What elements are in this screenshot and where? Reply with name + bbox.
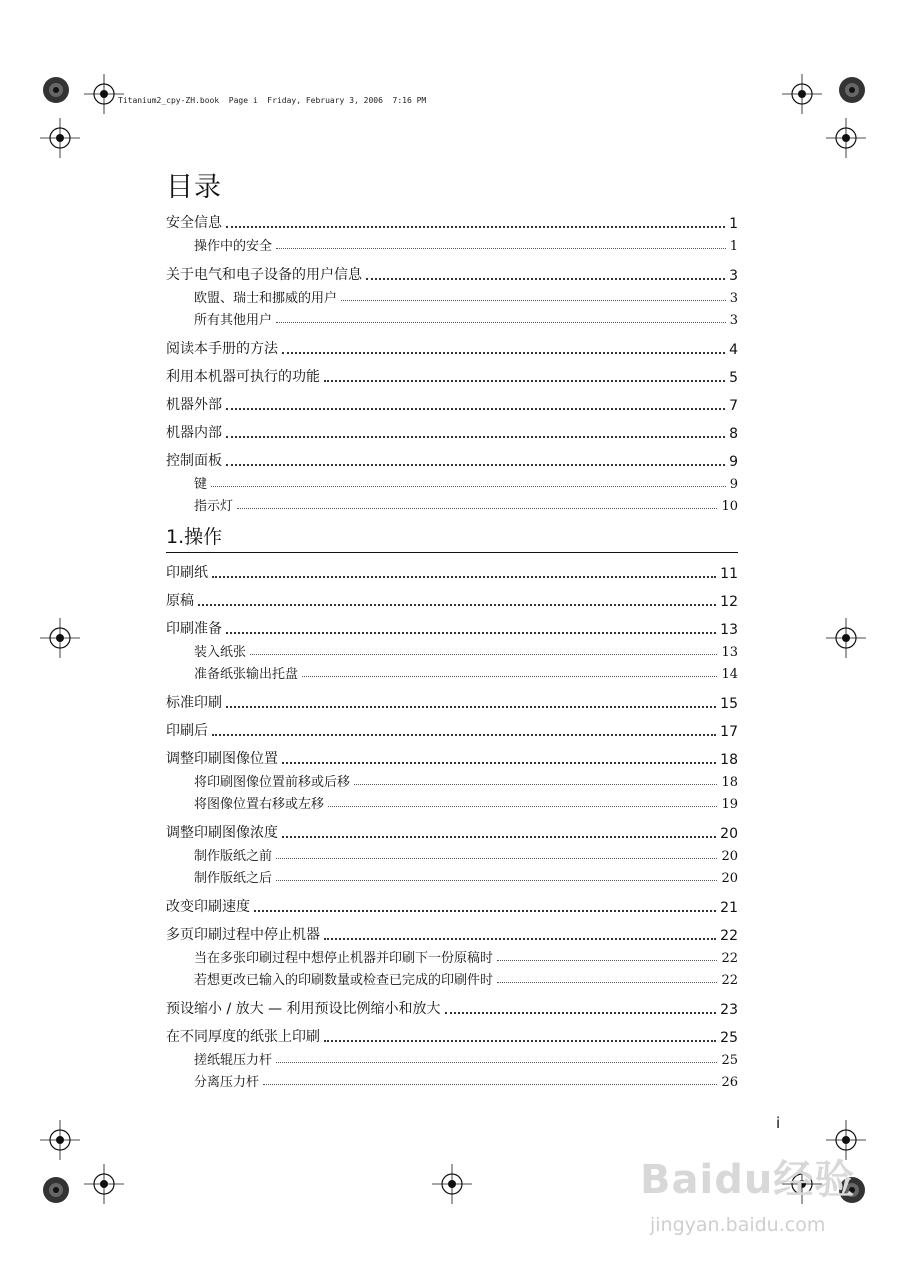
toc-entry-title: 分离压力杆 (194, 1075, 260, 1090)
dot-leader (226, 631, 716, 634)
toc-subentry[interactable] (166, 844, 738, 864)
toc-entry[interactable] (166, 336, 738, 358)
radial-target-bottom-left (42, 1176, 70, 1204)
watermark-url: jingyan.baidu.com (650, 1214, 826, 1236)
page-title: 目录 (166, 172, 222, 203)
toc-entry-title: 利用本机器可执行的功能 (166, 369, 320, 385)
dot-leader (354, 783, 717, 785)
crosshair-mark-bottom-center (432, 1164, 472, 1204)
dot-leader (276, 857, 717, 859)
toc-subentry[interactable] (166, 946, 738, 966)
dot-leader (226, 463, 725, 466)
toc-page-number: 8 (729, 426, 738, 442)
toc-entry[interactable] (166, 420, 738, 442)
toc-subentry[interactable] (166, 770, 738, 790)
toc-page-number: 21 (720, 900, 738, 916)
dot-leader (324, 379, 725, 382)
toc-entry[interactable] (166, 1024, 738, 1046)
toc-entry-title: 指示灯 (194, 499, 234, 514)
toc-entry-title: 阅读本手册的方法 (166, 341, 278, 357)
dot-leader (263, 1083, 717, 1085)
toc-entry-title: 机器外部 (166, 397, 222, 413)
chapter-heading: 1.操作 (166, 522, 738, 553)
toc-entry[interactable] (166, 746, 738, 768)
toc-page-number: 26 (721, 1075, 738, 1090)
toc-page-number: 9 (729, 454, 738, 470)
toc-page-number: 11 (720, 566, 738, 582)
toc-subentry[interactable] (166, 234, 738, 254)
dot-leader (324, 937, 716, 940)
toc-page-number: 22 (721, 973, 738, 988)
toc-page-number: 18 (721, 775, 738, 790)
toc-page-number: 15 (720, 696, 738, 712)
dot-leader (254, 909, 716, 912)
dot-leader (341, 299, 726, 301)
dot-leader (237, 507, 717, 509)
toc-entry-title: 将图像位置右移或左移 (194, 797, 325, 812)
toc-entry-title: 安全信息 (166, 215, 222, 231)
toc-page-number: 12 (720, 594, 738, 610)
crosshair-mark-left-upper (40, 118, 80, 158)
crosshair-mark-bottom-left (84, 1164, 124, 1204)
toc-entry-title: 若想更改已输入的印刷数量或检查已完成的印刷件时 (194, 973, 494, 988)
toc-entry-title: 标准印刷 (166, 695, 222, 711)
toc-entry-title: 机器内部 (166, 425, 222, 441)
radial-target-top-right (838, 76, 866, 104)
toc-entry-title: 控制面板 (166, 453, 222, 469)
dot-leader (226, 705, 716, 708)
toc-entry-title: 搓纸辊压力杆 (194, 1053, 273, 1068)
crosshair-mark-top-right (782, 74, 822, 114)
crosshair-mark-right-middle (826, 618, 866, 658)
toc-page-number: 10 (721, 499, 738, 514)
dot-leader (276, 321, 726, 323)
toc-entry[interactable] (166, 262, 738, 284)
dot-leader (250, 653, 717, 655)
toc-page-number: 1 (729, 216, 738, 232)
toc-entry-title: 印刷后 (166, 723, 208, 739)
toc-subentry[interactable] (166, 1048, 738, 1068)
toc-entry-title: 调整印刷图像位置 (166, 751, 278, 767)
toc-entry-title: 所有其他用户 (194, 313, 273, 328)
toc-subentry[interactable] (166, 472, 738, 492)
toc-entry[interactable] (166, 996, 738, 1018)
toc-subentry[interactable] (166, 640, 738, 660)
toc-entry-title: 操作中的安全 (194, 239, 273, 254)
toc-page-number: 14 (721, 667, 738, 682)
toc-page-number: 3 (729, 313, 738, 328)
toc-page-number: 25 (721, 1053, 738, 1068)
toc-entry-title: 改变印刷速度 (166, 899, 250, 915)
toc-entry-title: 欧盟、瑞士和挪威的用户 (194, 291, 338, 306)
toc-entry-title: 原稿 (166, 593, 194, 609)
toc-entry[interactable] (166, 364, 738, 386)
dot-leader (276, 247, 726, 249)
dot-leader (282, 761, 716, 764)
toc-subentry[interactable] (166, 286, 738, 306)
dot-leader (276, 1061, 717, 1063)
toc-page-number: 25 (720, 1030, 738, 1046)
toc-subentry[interactable] (166, 308, 738, 328)
toc-entry-title: 印刷纸 (166, 565, 208, 581)
toc-page-number: 20 (721, 871, 738, 886)
toc-entry[interactable] (166, 588, 738, 610)
toc-entry-title: 装入纸张 (194, 645, 247, 660)
crosshair-mark-left-middle (40, 618, 80, 658)
toc-entry-title: 在不同厚度的纸张上印刷 (166, 1029, 320, 1045)
toc-page-number: 3 (729, 291, 738, 306)
toc-entry[interactable] (166, 894, 738, 916)
radial-target-top-left (42, 76, 70, 104)
toc-entry-title: 将印刷图像位置前移或后移 (194, 775, 351, 790)
dot-leader (226, 225, 725, 228)
toc-entry[interactable] (166, 616, 738, 638)
toc-page-number: 23 (720, 1002, 738, 1018)
toc-subentry[interactable] (166, 1070, 738, 1090)
toc-entry-title: 印刷准备 (166, 621, 222, 637)
toc-entry[interactable] (166, 448, 738, 470)
toc-page-number: 22 (721, 951, 738, 966)
toc-page-number: 13 (720, 622, 738, 638)
page-number: i (776, 1114, 781, 1132)
dot-leader (212, 575, 716, 578)
toc-entry[interactable] (166, 690, 738, 712)
toc-page-number: 18 (720, 752, 738, 768)
toc-entry-title: 制作版纸之后 (194, 871, 273, 886)
toc-entry[interactable] (166, 392, 738, 414)
dot-leader (445, 1011, 717, 1014)
toc-entry[interactable] (166, 210, 738, 232)
toc-page-number: 4 (729, 342, 738, 358)
dot-leader (366, 277, 725, 280)
dot-leader (198, 603, 716, 606)
toc-entry-title: 键 (194, 477, 208, 492)
dot-leader (497, 959, 717, 961)
dot-leader (282, 351, 725, 354)
toc-entry-title: 预设缩小 / 放大 — 利用预设比例缩小和放大 (166, 1001, 441, 1017)
toc-page-number: 5 (729, 370, 738, 386)
toc-entry-title: 调整印刷图像浓度 (166, 825, 278, 841)
toc-entry-title: 当在多张印刷过程中想停止机器并印刷下一份原稿时 (194, 951, 494, 966)
toc-entry[interactable] (166, 560, 738, 582)
toc-entry-title: 准备纸张输出托盘 (194, 667, 299, 682)
dot-leader (212, 733, 716, 736)
toc-page-number: 17 (720, 724, 738, 740)
toc-page-number: 1 (729, 239, 738, 254)
toc-page-number: 9 (729, 477, 738, 492)
toc-entry[interactable] (166, 922, 738, 944)
toc-subentry[interactable] (166, 494, 738, 514)
dot-leader (324, 1039, 716, 1042)
toc-page-number: 3 (729, 268, 738, 284)
dot-leader (328, 805, 717, 807)
toc-page-number: 7 (729, 398, 738, 414)
toc-subentry[interactable] (166, 662, 738, 682)
toc-entry[interactable] (166, 820, 738, 842)
crosshair-mark-top-left (84, 74, 124, 114)
crosshair-mark-right-upper (826, 118, 866, 158)
crosshair-mark-left-lower (40, 1120, 80, 1160)
toc-page-number: 13 (721, 645, 738, 660)
dot-leader (282, 835, 716, 838)
toc-subentry[interactable] (166, 968, 738, 988)
toc-page-number: 20 (721, 849, 738, 864)
dot-leader (302, 675, 717, 677)
toc-entry-title: 制作版纸之前 (194, 849, 273, 864)
toc-page-number: 22 (720, 928, 738, 944)
toc-entry-title: 多页印刷过程中停止机器 (166, 927, 320, 943)
watermark-brand: Baidu经验 (640, 1157, 856, 1203)
toc-page-number: 19 (721, 797, 738, 812)
toc-subentry[interactable] (166, 866, 738, 886)
toc-page-number: 20 (720, 826, 738, 842)
toc-subentry[interactable] (166, 792, 738, 812)
book-header-line: Titanium2_cpy-ZH.book Page i Friday, February 3, 2006 7:16 PM (118, 96, 427, 105)
dot-leader (276, 879, 717, 881)
toc-entry-title: 关于电气和电子设备的用户信息 (166, 267, 362, 283)
toc-entry[interactable] (166, 718, 738, 740)
dot-leader (226, 407, 725, 410)
dot-leader (497, 981, 717, 983)
dot-leader (226, 435, 725, 438)
dot-leader (211, 485, 726, 487)
